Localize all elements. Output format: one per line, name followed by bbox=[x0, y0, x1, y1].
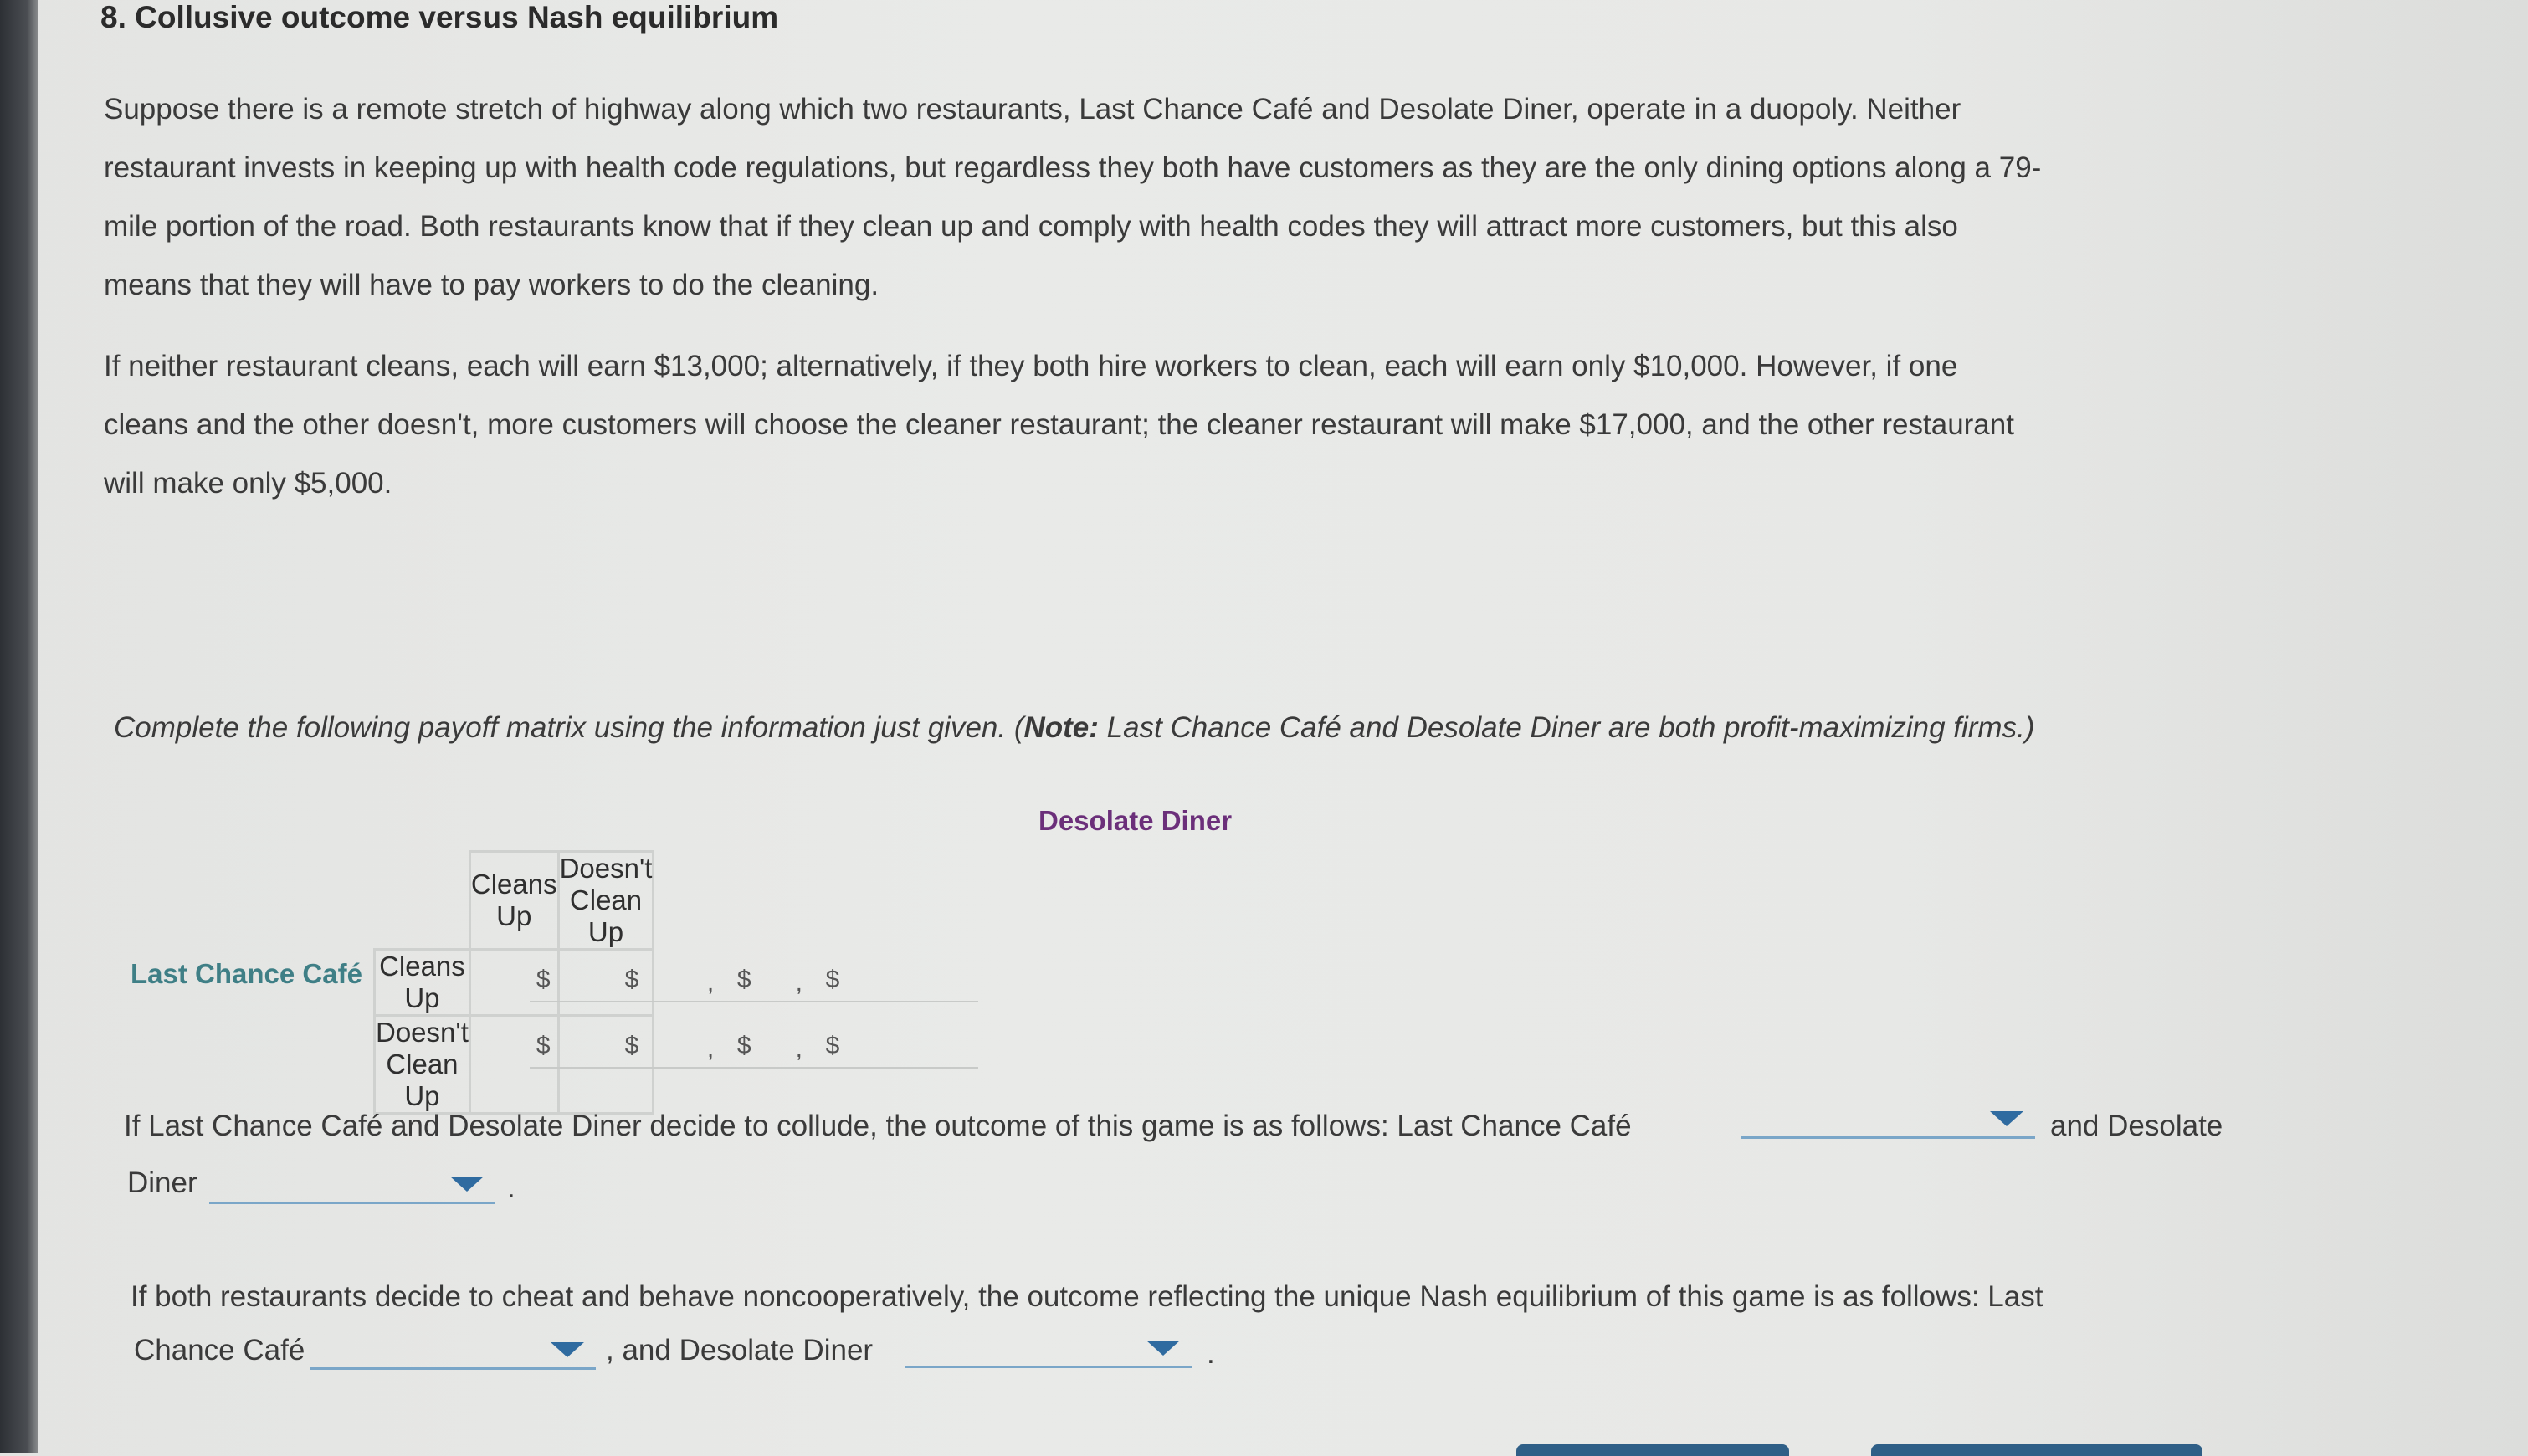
question-title: 8. Collusive outcome versus Nash equilibrium bbox=[100, 0, 779, 34]
payoff-separator: , bbox=[706, 1035, 715, 1063]
nash-question-text: Chance Café bbox=[134, 1334, 305, 1366]
instruction-text: Complete the following payoff matrix using the information just given. ( bbox=[114, 711, 1024, 744]
currency-symbol: $ bbox=[825, 1032, 840, 1059]
nash-question-text: , and Desolate Diner bbox=[606, 1334, 874, 1366]
sentence-end: . bbox=[507, 1171, 515, 1204]
note-label: Note: bbox=[1023, 711, 1099, 744]
collude-last-chance-dropdown[interactable] bbox=[1741, 1100, 2035, 1139]
column-header: Doesn't Clean Up bbox=[558, 852, 654, 950]
chevron-down-icon bbox=[1990, 1111, 2023, 1126]
submit-button[interactable] bbox=[1871, 1444, 2202, 1456]
currency-symbol: $ bbox=[624, 966, 639, 993]
payoff-input-last-chance[interactable] bbox=[618, 1025, 777, 1069]
collude-question-text: Diner bbox=[127, 1166, 197, 1199]
column-player-label: Desolate Diner bbox=[1038, 805, 1233, 836]
payoff-paragraph bbox=[104, 337, 2279, 513]
row-player-label: Last Chance Café bbox=[131, 958, 362, 989]
grade-button[interactable] bbox=[1516, 1444, 1789, 1456]
chevron-down-icon bbox=[1146, 1341, 1180, 1356]
payoff-table bbox=[373, 850, 840, 1115]
row-header: Cleans Up bbox=[375, 950, 470, 1016]
payoff-input-last-chance[interactable] bbox=[618, 959, 777, 1002]
paragraph-line: If neither restaurant cleans, each will earn $13,000; alternatively, if they both hire workers to clean, each will earn only $10,000. However, if one bbox=[104, 350, 1958, 382]
chevron-down-icon bbox=[551, 1342, 584, 1357]
payoff-cell bbox=[469, 1016, 751, 1114]
currency-symbol: $ bbox=[536, 1032, 551, 1059]
payoff-input-desolate[interactable] bbox=[819, 1025, 978, 1069]
paragraph-line: restaurant invests in keeping up with health code regulations, but regardless they both have customers as they are the only dining options along a 79- bbox=[104, 151, 2042, 184]
note-text: Last Chance Café and Desolate Diner are both profit-maximizing firms.) bbox=[1098, 711, 2035, 744]
payoff-cell bbox=[558, 950, 840, 1016]
currency-symbol: $ bbox=[825, 966, 840, 993]
paragraph-line: Suppose there is a remote stretch of highway along which two restaurants, Last Chance Café and Desolate Diner, operate in a duopoly. Neither bbox=[104, 93, 1961, 126]
row-header: Doesn't Clean Up bbox=[375, 1016, 470, 1114]
payoff-cell bbox=[558, 1016, 840, 1114]
currency-symbol: $ bbox=[736, 1032, 751, 1059]
payoff-separator: , bbox=[795, 1035, 802, 1063]
currency-symbol: $ bbox=[624, 1032, 639, 1059]
chevron-down-icon bbox=[450, 1177, 484, 1192]
scenario-paragraph bbox=[104, 80, 2279, 315]
screen-left-bezel bbox=[0, 0, 38, 1453]
nash-question-text: If both restaurants decide to cheat and behave noncooperatively, the outcome reflecting the unique Nash equilibrium of this game is as follows: Last bbox=[131, 1280, 2043, 1313]
payoff-input-desolate[interactable] bbox=[819, 959, 978, 1002]
paragraph-line: cleans and the other doesn't, more customers will choose the cleaner restaurant; the cleaner restaurant will make $17,000, and the other restaurant bbox=[104, 408, 2014, 441]
nash-last-chance-dropdown[interactable] bbox=[310, 1330, 596, 1370]
collude-question-text: If Last Chance Café and Desolate Diner decide to collude, the outcome of this game is as follows: Last Chance Café bbox=[124, 1110, 1632, 1142]
collude-question-text: and Desolate bbox=[2050, 1110, 2223, 1142]
corner-cell bbox=[375, 852, 470, 950]
payoff-separator: , bbox=[795, 969, 802, 997]
column-header: Cleans Up bbox=[469, 852, 558, 950]
paragraph-line: will make only $5,000. bbox=[104, 467, 392, 500]
nash-desolate-dropdown[interactable] bbox=[905, 1329, 1192, 1368]
currency-symbol: $ bbox=[736, 966, 751, 993]
currency-symbol: $ bbox=[536, 966, 551, 993]
payoff-cell bbox=[469, 950, 751, 1016]
paragraph-line: mile portion of the road. Both restaurants know that if they clean up and comply with health codes they will attract more customers, but this also bbox=[104, 210, 1958, 243]
collude-desolate-dropdown[interactable] bbox=[209, 1165, 495, 1204]
paragraph-line: means that they will have to pay workers to do the cleaning. bbox=[104, 269, 879, 301]
matrix-instruction bbox=[114, 711, 2034, 745]
sentence-end: . bbox=[1207, 1337, 1215, 1370]
payoff-separator: , bbox=[706, 969, 715, 997]
